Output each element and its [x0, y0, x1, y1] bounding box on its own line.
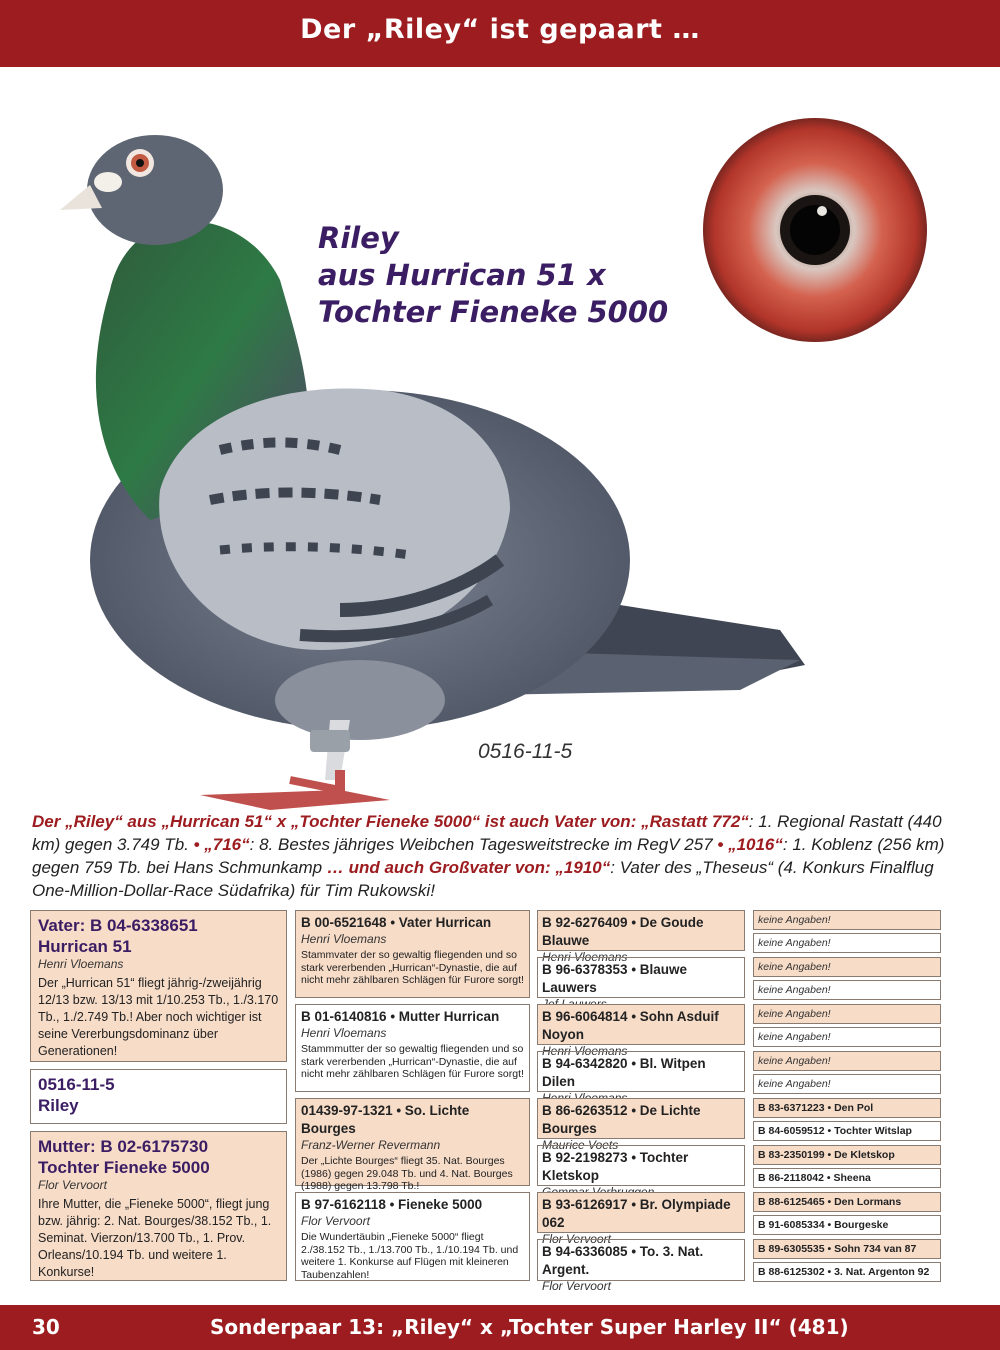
gen3-title: B 96-6064814 • Sohn Asduif Noyon — [542, 1009, 719, 1042]
gen3-title: B 92-6276409 • De Goude Blauwe — [542, 915, 704, 948]
gen4-label: keine Angaben! — [758, 1078, 831, 1090]
gen3-box — [537, 957, 745, 998]
gen4-box — [753, 1098, 941, 1118]
gen3-title: B 94-6342820 • Bl. Witpen Dilen — [542, 1056, 706, 1089]
gen4-label: keine Angaben! — [758, 984, 831, 996]
header-band — [0, 0, 1000, 67]
intro-text-1: : 1. Regional Rastatt (440 km) gegen 3.749 Tb. — [32, 812, 942, 854]
gen3-title: B 94-6336085 • To. 3. Nat. Argent. — [542, 1244, 704, 1277]
gen4-box — [753, 1192, 941, 1212]
gen3-box — [537, 1051, 745, 1092]
gen2-box — [295, 1004, 530, 1092]
gen4-label: B 91-6085334 • Bourgeske — [758, 1219, 889, 1231]
gen2-title: B 01-6140816 • Mutter Hurrican — [301, 1009, 500, 1024]
gen4-box — [753, 1121, 941, 1141]
subject-box — [30, 1069, 287, 1124]
gen3-title: B 93-6126917 • Br. Olympiade 062 — [542, 1197, 731, 1230]
gen3-box — [537, 1192, 745, 1246]
gen3-box — [537, 910, 745, 964]
intro-red-4: … und auch Großvater von: „1910“ — [326, 858, 611, 877]
page-header-title: Der „Riley“ ist gepaart … — [300, 14, 700, 45]
gen2-text: Der „Lichte Bourges“ fliegt 35. Nat. Bourges (1986) gegen 29.048 Tb. und 4. Nat. Bourges (1988) gegen 13.798 Tb.! — [301, 1155, 513, 1192]
intro-paragraph — [32, 810, 962, 902]
gen3-breeder: Henri Vloemans — [542, 1044, 628, 1058]
gen3-breeder: Maurice Voets — [542, 1138, 619, 1152]
gen2-box — [295, 910, 530, 998]
gen4-box — [753, 933, 941, 953]
father-text: Der „Hurrican 51“ fliegt jährig-/zweijährig 12/13 bzw. 13/13 mit 1/10.253 Tb., 1./3.170 Tb., 1./2.749 Tb.! Aber noch wichtiger ist seine Vererbungsdominanz über Generationen! — [38, 976, 279, 1058]
gen2-title: B 97-6162118 • Fieneke 5000 — [301, 1197, 483, 1212]
gen3-box — [537, 1145, 745, 1186]
gen2-breeder: Henri Vloemans — [301, 1026, 387, 1040]
gen4-box — [753, 1004, 941, 1024]
gen4-box — [753, 910, 941, 930]
gen4-label: keine Angaben! — [758, 961, 831, 973]
subject-ring: 0516-11-5 — [38, 1075, 115, 1094]
gen2-breeder: Flor Vervoort — [301, 1214, 370, 1228]
gen2-breeder: Henri Vloemans — [301, 932, 387, 946]
subject-name: Riley — [38, 1096, 79, 1115]
gen4-box — [753, 1215, 941, 1235]
mother-text: Ihre Mutter, die „Fieneke 5000“, fliegt jung bzw. jährig: 2. Nat. Bourges/38.152 Tb., 1. Seminat. Vierzon/13.700 Tb., 1. Prov. Orleans/10.194 Tb. und weitere 1. Konkurse! — [38, 1197, 272, 1279]
gen3-title: B 92-2198273 • Tochter Kletskop — [542, 1150, 689, 1183]
gen2-breeder: Franz-Werner Revermann — [301, 1138, 441, 1152]
gen4-box — [753, 1239, 941, 1259]
father-ring: Vater: B 04-6338651 — [38, 916, 198, 935]
heading-line-3: Tochter Fieneke 5000 — [318, 295, 669, 329]
gen4-box — [753, 1027, 941, 1047]
footer-title: Sonderpaar 13: „Riley“ x „Tochter Super Harley II“ (481) — [210, 1315, 849, 1339]
heading-line-2: aus Hurrican 51 x — [318, 258, 606, 292]
gen4-box — [753, 1074, 941, 1094]
intro-text-4: : Vater des „Theseus“ (4. Konkurs Finalflug One-Million-Dollar-Race Südafrika) für Tim Rukowski! — [32, 858, 934, 900]
intro-red-2: • „716“ — [193, 835, 250, 854]
gen2-box — [295, 1098, 530, 1192]
intro-text-2: : 8. Bestes jähriges Weibchen Tagesweitstrecke im RegV 257 — [249, 835, 718, 854]
photo-caption: 0516-11-5 — [478, 740, 573, 763]
gen4-box — [753, 1145, 941, 1165]
intro-text-3: : 1. Koblenz (256 km) gegen 759 Tb. bei Hans Schmunkamp — [32, 835, 945, 877]
gen3-box — [537, 1004, 745, 1058]
gen4-label: B 83-2350199 • De Kletskop — [758, 1149, 895, 1161]
mother-box — [30, 1131, 287, 1281]
gen4-label: keine Angaben! — [758, 1031, 831, 1043]
gen4-label: B 88-6125465 • Den Lormans — [758, 1196, 902, 1208]
gen2-text: Die Wundertäubin „Fieneke 5000“ fliegt 2./38.152 Tb., 1./13.700 Tb., 1./10.194 Tb. und weitere 1. Konkurse auf Flügen mit kleineren Taubenzahlen! — [301, 1231, 519, 1281]
gen3-breeder: Henri Vloemans — [542, 950, 628, 964]
gen2-box — [295, 1192, 530, 1281]
gen3-title: B 96-6378353 • Blauwe Lauwers — [542, 962, 688, 995]
gen3-breeder: Flor Vervoort — [542, 1279, 611, 1293]
gen4-label: keine Angaben! — [758, 937, 831, 949]
page-number: 30 — [32, 1315, 60, 1339]
gen4-label: keine Angaben! — [758, 914, 831, 926]
gen3-box — [537, 1239, 745, 1293]
gen4-label: keine Angaben! — [758, 1008, 831, 1020]
intro-red-3: • „1016“ — [717, 835, 783, 854]
eye-photo — [700, 115, 930, 345]
gen2-text: Stammmutter der so gewaltig fliegenden und so stark vererbenden „Hurrican“-Dynastie, die auf nicht mehr zählbaren Schlägen für Furore sorgt! — [301, 1043, 524, 1080]
gen4-box — [753, 1168, 941, 1188]
intro-red-1: Der „Riley“ aus „Hurrican 51“ x „Tochter Fieneke 5000“ ist auch Vater von: „Rastatt 772“ — [32, 812, 749, 831]
gen4-box — [753, 1262, 941, 1282]
gen2-title: 01439-97-1321 • So. Lichte Bourges — [301, 1103, 470, 1136]
gen4-label: keine Angaben! — [758, 1055, 831, 1067]
father-box — [30, 910, 287, 1062]
mother-breeder: Flor Vervoort — [38, 1178, 107, 1192]
gen3-box — [537, 1098, 745, 1152]
gen4-label: B 86-2118042 • Sheena — [758, 1172, 871, 1184]
footer-band — [0, 1305, 1000, 1350]
father-breeder: Henri Vloemans — [38, 957, 124, 971]
mother-ring: Mutter: B 02-6175730 — [38, 1137, 209, 1156]
gen4-box — [753, 957, 941, 977]
gen4-label: B 89-6305535 • Sohn 734 van 87 — [758, 1243, 917, 1255]
mother-name: Tochter Fieneke 5000 — [38, 1158, 210, 1177]
gen4-label: B 88-6125302 • 3. Nat. Argenton 92 — [758, 1266, 930, 1278]
gen4-label: B 84-6059512 • Tochter Witslap — [758, 1125, 912, 1137]
gen4-box — [753, 1051, 941, 1071]
gen3-breeder: Flor Vervoort — [542, 1232, 611, 1246]
heading-line-1: Riley — [318, 221, 399, 255]
gen2-title: B 00-6521648 • Vater Hurrican — [301, 915, 492, 930]
gen2-text: Stammvater der so gewaltig fliegenden und so stark vererbenden „Hurrican“-Dynastie, die auf nicht mehr zählbaren Schlägen für Furore sorgt! — [301, 949, 524, 986]
gen4-label: B 83-6371223 • Den Pol — [758, 1102, 874, 1114]
gen4-box — [753, 980, 941, 1000]
gen3-title: B 86-6263512 • De Lichte Bourges — [542, 1103, 701, 1136]
father-name: Hurrican 51 — [38, 937, 132, 956]
pigeon-name-heading — [318, 220, 668, 331]
